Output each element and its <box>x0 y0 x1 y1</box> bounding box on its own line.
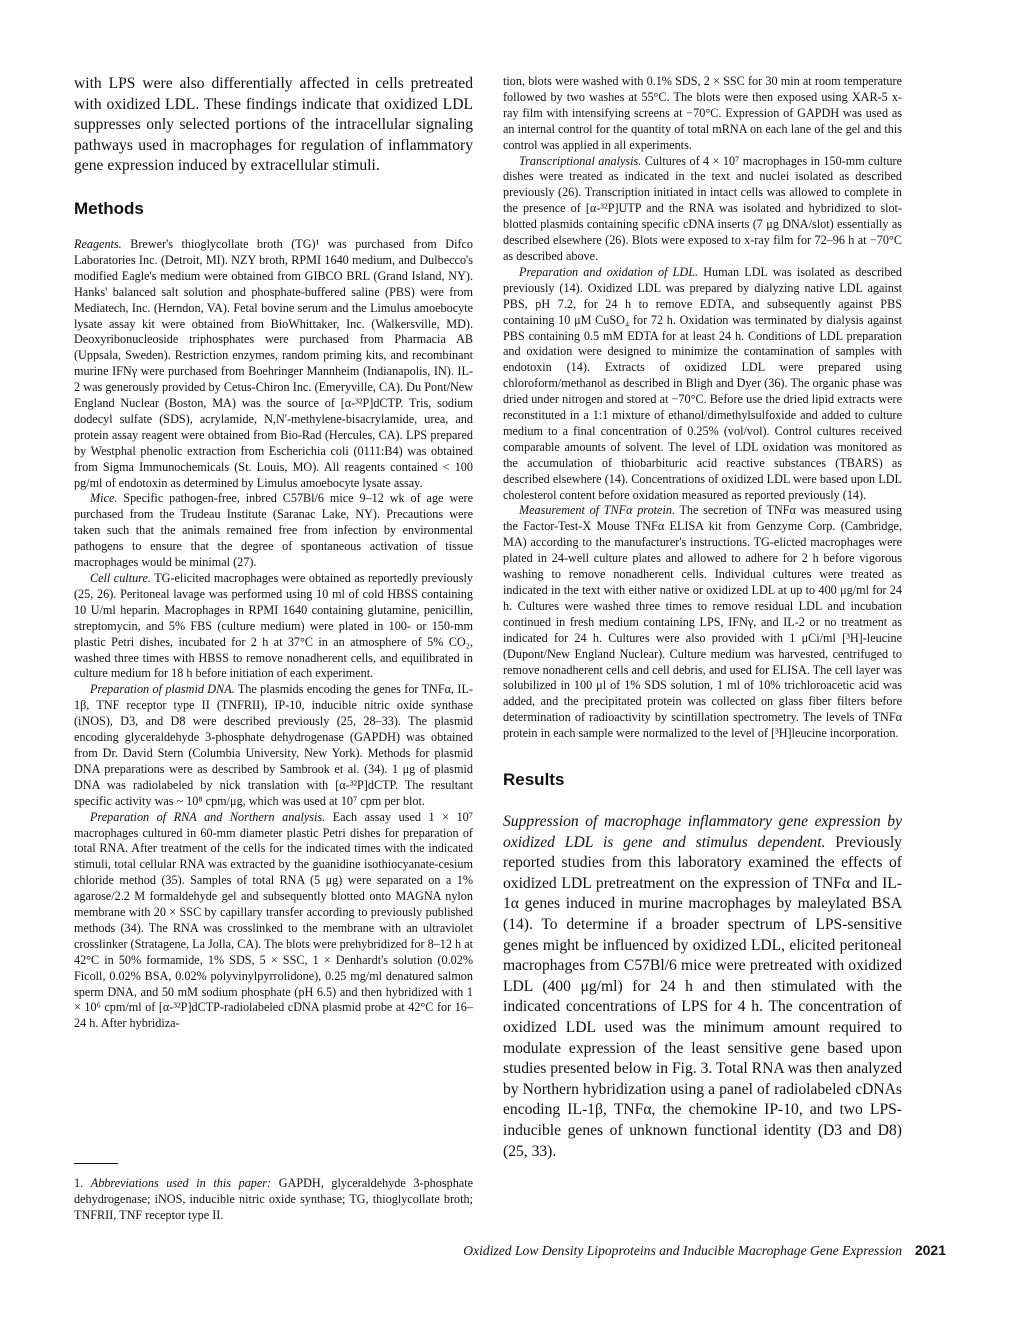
intro-paragraph: with LPS were also differentially affected in cells pretreated with oxidized LDL. These findings indicate that oxidized LDL suppresses only selected portions of the intracellular signaling pathways used in macrophages for regulation of inflammatory gene expression induced by extracellular stimuli. <box>74 75 473 175</box>
left-column <box>74 74 473 1032</box>
plasmid-text: The plasmids encoding the genes for TNFα, IL-1β, TNF receptor type II (TNFRII), IP-10, inducible nitric oxide synthase (iNOS), D3, and D8 were described previously (25, 28–33). The plasmid encoding glyceraldehyde 3-phosphate dehydrogenase (GAPDH) was obtained from Dr. David Stern (Columbia University, New York). Methods for plasmid DNA preparations were as described by Sambrook et al. (34). 1 μg of plasmid DNA was radiolabeled by nick translation with [α-³²P]dCTP. The resultant specific activity was ~ 10⁸ cpm/μg, which was used at 10⁷ cpm per blot. <box>74 682 473 808</box>
footnote-label: Abbreviations used in this paper: <box>90 1176 272 1190</box>
cell-culture-paragraph <box>74 571 473 682</box>
rna-lead: Preparation of RNA and Northern analysis. <box>90 809 326 824</box>
footnote-divider <box>74 1163 118 1164</box>
mice-text: Specific pathogen-free, inbred C57Bl/6 mice 9–12 wk of age were purchased from the Trudeau Institute (Saranac Lake, NY). Precautions were taken such that the animals remained free from infection by environmental pathogens to ensure that the degree of spontaneous activation of tissue macrophages would be minimal (27). <box>74 491 474 570</box>
methods-body-continued <box>503 74 902 742</box>
transcription-lead: Transcriptional analysis. <box>519 153 642 168</box>
results-heading: Results <box>503 770 565 790</box>
methods-body <box>74 237 473 1032</box>
footnote-text: GAPDH, glyceraldehyde 3-phosphate dehydrogenase; iNOS, inducible nitric oxide synthase; TG, thioglycollate broth; TNFRII, TNF receptor type II. <box>74 1176 473 1222</box>
mice-paragraph <box>74 491 473 571</box>
continued-paragraph: tion, blots were washed with 0.1% SDS, 2 × SSC for 30 min at room temperature followed by two washes at 55°C. The blots were then exposed using XAR-5 x-ray film with intensifying screens at −70°C. Expression of GAPDH was used as an internal control for the quantity of total mRNA on each lane of the gel and this control was applied in all experiments. <box>503 74 902 152</box>
transcription-paragraph <box>503 154 902 265</box>
ldl-paragraph <box>503 265 902 504</box>
plasmid-lead: Preparation of plasmid DNA. <box>90 682 235 697</box>
transcription-text: Cultures of 4 × 10⁷ macrophages in 150-mm culture dishes were treated as indicated in the text and nuclei isolated as described previously (26). Transcription initiated in intact cells was allowed to complete in the presence of [α-³²P]UTP and the RNA was isolated and hybridized to slot-blotted plasmids containing specific cDNA inserts (7 μg DNA/slot) essentially as described elsewhere (26). Blots were exposed to x-ray film for 72–96 h at −70°C as described above. <box>503 153 902 263</box>
reagents-text: Brewer's thioglycollate broth (TG)¹ was purchased from Difco Laboratories Inc. (Detroit, MI). NZY broth, RPMI 1640 medium, and Dulbecco's modified Eagle's medium were obtained from GIBCO BRL (Grand Island, NY). Hanks' balanced salt solution and phosphate-buffered saline (PBS) were from Mediatech, Inc. (Herndon, VA). Fetal bovine serum and the Limulus amoebocyte lysate assay kit were obtained from BioWhittaker, Inc. (Walkersville, MD). Deoxyribonucleoside triphosphates were purchased from Pharmacia AB (Uppsala, Sweden). Restriction enzymes, random priming kits, and recombinant murine IFNγ were purchased from Boehringer Mannheim (Indianapolis, IN). IL-2 was generously provided by Cetus-Chiron Inc. (Emeryville, CA). Du Pont/New England Nuclear (Boston, MA) was the source of [α-³²P]dCTP. Tris, sodium dodecyl sulfate (SDS), acrylamide, N,N'-methylene-bisacrylamide, urea, and protein assay reagent were obtained from Bio-Rad (Hercules, CA). LPS prepared by Westphal phenolic extraction from Escherichia coli (0111:B4) was obtained from Sigma Immunochemicals (St. Louis, MO). All reagents contained < 100 pg/ml of endotoxin as determined by Limulus amoebocyte lysate assay. <box>74 236 474 490</box>
reagents-lead: Reagents. <box>74 236 122 251</box>
results-paragraph <box>503 812 902 1162</box>
methods-heading: Methods <box>74 198 144 218</box>
footnote <box>74 1176 473 1224</box>
plasmid-paragraph <box>74 682 473 809</box>
page-number: 2021 <box>914 1242 946 1258</box>
right-column <box>503 74 902 1162</box>
results-text: Previously reported studies from this laboratory examined the effects of oxidized LDL pretreatment on the expression of TNFα and IL-1α genes induced in murine macrophages by maleylated BSA (14). To determine if a broader spectrum of LPS-sensitive genes might be influenced by oxidized LDL, elicited peritoneal macrophages from C57Bl/6 mice were pretreated with oxidized LDL (400 μg/ml) for 24 h and then stimulated with the indicated concentrations of LPS for 4 h. The concentration of oxidized LDL used was the minimum amount required to modulate expression of the least sensitive gene based upon studies presented below in Fig. 3. Total RNA was then analyzed by Northern hybridization using a panel of radiolabeled cDNAs encoding IL-1β, TNFα, the chemokine IP-10, and two LPS-inducible genes of unknown functional identity (D3 and D8) (25, 33). <box>503 833 902 1160</box>
tnf-text: The secretion of TNFα was measured using the Factor-Test-X Mouse TNFα ELISA kit from Genzyme Corp. (Cambridge, MA) according to the manufacturer's instructions. TG-elicted macrophages were plated in 24-well culture plates and allowed to adhere for 2 h before vigorous washing to remove nonadherent cells. Individual cultures were treated as indicated in the text with either native or oxidized LDL at up to 400 μg/ml for 24 h. Cultures were washed three times to remove residual LDL and incubation continued in fresh medium containing LPS, IFNγ, and IL-2 or no treatment as indicated for 24 h. Cultures were also provided with 1 μCi/ml [³H]-leucine (Dupont/New England Nuclear). Culture medium was harvested, centrifuged to remove nonadherent cells and cell debris, and used for ELISA. The cell layer was solubilized in 100 μl of 1% SDS solution, 1 ml of 10% trichloroacetic acid was added, and the precipitated protein was collected on glass fiber filters before determination of radioactivity by scintillation spectrometry. The levels of TNFα protein in each sample were normalized to the level of [³H]leucine incorporation. <box>503 503 902 741</box>
tnf-lead: Measurement of TNFα protein. <box>519 503 675 518</box>
results-lead: Suppression of macrophage inflammatory gene expression by oxidized LDL is gene and stimulus dependent. <box>503 813 902 851</box>
cell-culture-text: TG-elicited macrophages were obtained as reportedly previously (25, 26). Peritoneal lavage was performed using 10 ml of cold HBSS containing 10 U/ml heparin. Macrophages in RPMI 1640 containing glutamine, penicillin, streptomycin, and 5% FBS (culture medium) were plated in 100- or 150-mm plastic Petri dishes, incubated for 2 h at 37°C in an atmosphere of 5% CO₂, washed three times with HBSS to remove nonadherent cells, and equilibrated in culture medium for 18 h before initiation of each experiment. <box>74 571 474 681</box>
running-title: Oxidized Low Density Lipoproteins and Inducible Macrophage Gene Expression <box>463 1243 902 1258</box>
tnf-paragraph <box>503 503 902 742</box>
rna-paragraph <box>74 810 473 1033</box>
mice-lead: Mice. <box>90 491 118 506</box>
cell-culture-lead: Cell culture. <box>90 571 151 585</box>
ldl-lead: Preparation and oxidation of LDL. <box>519 264 699 279</box>
reagents-paragraph <box>74 237 473 492</box>
footnote-number: 1. <box>74 1176 84 1190</box>
rna-text: Each assay used 1 × 10⁷ macrophages cultured in 60-mm diameter plastic Petri dishes for preparation of total RNA. After treatment of the cells for the indicated times with the indicated stimuli, total cellular RNA was extracted by the guanidine isothiocyanate-cesium chloride method (35). Samples of total RNA (5 μg) were separated on a 1% agarose/2.2 M formaldehyde gel and subsequently blotted onto MAGNA nylon membrane with 20 × SSC by capillary transfer according to previously published methods (34). The RNA was crosslinked to the membrane with an ultraviolet crosslinker (Stratagene, La Jolla, CA). The blots were prehybridized for 8–12 h at 42°C in 50% formamide, 1% SDS, 5 × SSC, 1 × Denhardt's solution (0.02% Ficoll, 0.02% BSA, 0.02% polyvinylpyrrolidone), 0.25 mg/ml denatured salmon sperm DNA, and 50 mM sodium phosphate (pH 6.5) and then hybridized with 1 × 10⁶ cpm/ml of [α-³²P]dCTP-radiolabeled cDNA plasmid probe at 42°C for 16–24 h. After hybridiza- <box>74 809 474 1031</box>
ldl-text: Human LDL was isolated as described previously (14). Oxidized LDL was prepared by dialyzing native LDL against PBS, pH 7.2, for 24 h to remove EDTA, and subsequently against PBS containing 10 μM CuSO₄ for 72 h. Oxidation was terminated by dialysis against PBS containing 0.5 mM EDTA for at least 24 h. Conditions of LDL preparation and oxidation were designed to minimize the contamination of samples with endotoxin (14). Extracts of oxidized LDL were prepared using chloroform/methanol as described in Bligh and Dyer (36). The organic phase was dried under nitrogen and stored at −70°C. Before use the dried lipid extracts were reconstituted in a 1:1 mixture of ethanol/dimethylsulfoxide and added to culture medium to a final concentration of 0.25% (vol/vol). Control cultures received comparable amounts of solvent. The level of LDL oxidation was monitored as the accumulation of thiobarbituric acid reactive substances (TBARS) as described elsewhere (14). Concentrations of oxidized LDL were based upon LDL cholesterol content before oxidation measured as reported previously (14). <box>503 264 902 502</box>
